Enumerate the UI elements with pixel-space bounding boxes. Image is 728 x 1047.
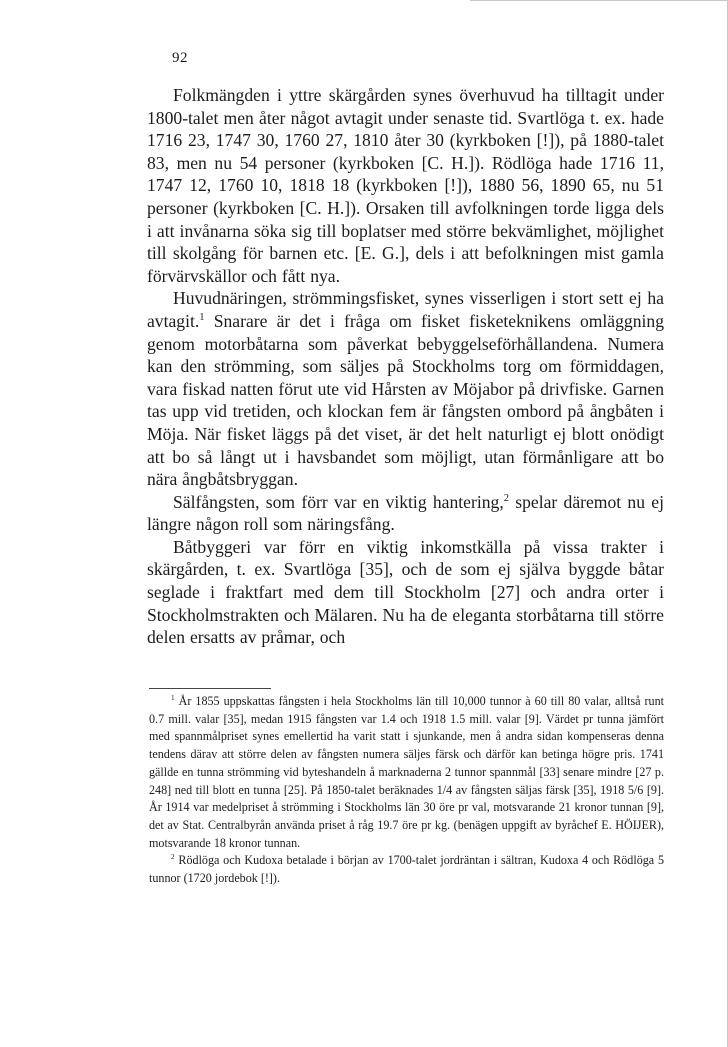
paragraph-text: Huvudnäringen, strömmingsfisket, synes visserligen i stort sett ej ha avtagit. <box>147 288 664 331</box>
page-number: 92 <box>172 50 188 66</box>
footnote-mark: 2 <box>171 853 175 862</box>
paragraph-text: Sälfångsten, som förr var en viktig hantering, <box>173 491 504 512</box>
footnote-mark: 1 <box>171 693 175 702</box>
footnote-reference-1: 1 <box>199 312 205 324</box>
paragraph-population <box>147 84 664 287</box>
paragraph-text: spelar däremot nu ej längre någon roll som näringsfång. <box>147 491 664 535</box>
body-text <box>147 84 664 649</box>
paragraph-boat-building <box>147 536 664 649</box>
footnotes <box>149 693 664 888</box>
footnote-reference-2: 2 <box>503 492 509 504</box>
paragraph-herring-fishing <box>147 287 664 490</box>
paragraph-text: Snarare är det i fråga om fisket fisketeknikens omläggning genom motorbåtarna som påverkat bebyggelseförhållandena. Numera kan den strömming, som säljes på Stockholms torg om förmiddagen, vara fiskad natten förut ute vid Hårsten av Möjabor på drivfiske. Garnen tas upp vid tretiden, och klockan fem är fångsten ombord på ångbåten i Möja. När fisket läggs på det viset, är det helt naturligt ej blott onödigt att bo så långt ut i havsbandet som möjligt, utan förmånligare att bo nära ångbåtsbryggan. <box>147 310 664 490</box>
footnote-2 <box>149 852 664 887</box>
footnote-divider <box>149 688 271 689</box>
footnote-text: Rödlöga och Kudoxa betalade i början av 1700-talet jordräntan i sältran, Kudoxa 4 och Rödlöga 5 tunnor (1720 jordebok [!]). <box>149 853 664 886</box>
paragraph-text: Folkmängden i yttre skärgården synes överhuvud ha tilltagit under 1800-talet men åter något avtagit under senaste tid. Svartlöga t. ex. hade 1716 23, 1747 30, 1760 27, 1810 åter 30 (kyrkboken [!]), på 1880-talet 83, men nu 54 personer (kyrkboken [C. H.]). Rödlöga hade 1716 11, 1747 12, 1760 10, 1818 18 (kyrkboken [!]), 1880 56, 1890 65, nu 51 personer (kyrkboken [C. H.]). Orsaken till avfolkningen torde ligga dels i att invånarna söka sig till boplatser med större bekvämlighet, möjlighet till skolgång för barnen etc. [E. G.], dels i att befolkningen mist gamla förvärvskällor och fått nya. <box>147 85 664 286</box>
scan-edge-top <box>470 0 728 1</box>
footnote-1 <box>149 693 664 852</box>
footnote-text: År 1855 uppskattas fångsten i hela Stockholms län till 10,000 tunnor à 60 till 80 valar, alltså runt 0.7 mill. valar [35], medan 1915 fångsten var 1.4 och 1918 1.5 mill. valar [9]. Värdet pr tunna jämfört med spannmålpriset synes emellertid ha varit statt i sjunkande, men å andra sidan kompenseras denna tendens därav att större delen av fångsten numera säljes färsk och därför kan betinga högre pris. 1741 gällde en tunna strömming vid byteshandeln å marknaderna 2 tunnor spannmål [33] senare mindre [27 p. 248] ned till blott en tunna [25]. På 1850-talet beräknades 1/4 av fångsten säljas färsk [35], 1918 5/6 [9]. År 1914 var medelpriset å strömming i Stockholms län 30 öre pr val, motsvarande 21 kronor tunnan [9], det av Stat. Centralbyrån använda priset å råg 19.7 öre pr kg. (benägen uppgift av byråchef E. HÖIJER), motsvarande 18 kronor tunnan. <box>149 694 665 850</box>
paragraph-seal-hunting <box>147 491 664 536</box>
paragraph-text: Båtbyggeri var förr en viktig inkomstkälla på vissa trakter i skärgården, t. ex. Svartlöga [35], och de som ej själva byggde båtar seglade i fraktfart med dem till Stockholm [27] och andra orter i Stockholmstrakten och Mälaren. Nu ha de eleganta storbåtarna till större delen ersatts av pråmar, och <box>147 536 664 648</box>
